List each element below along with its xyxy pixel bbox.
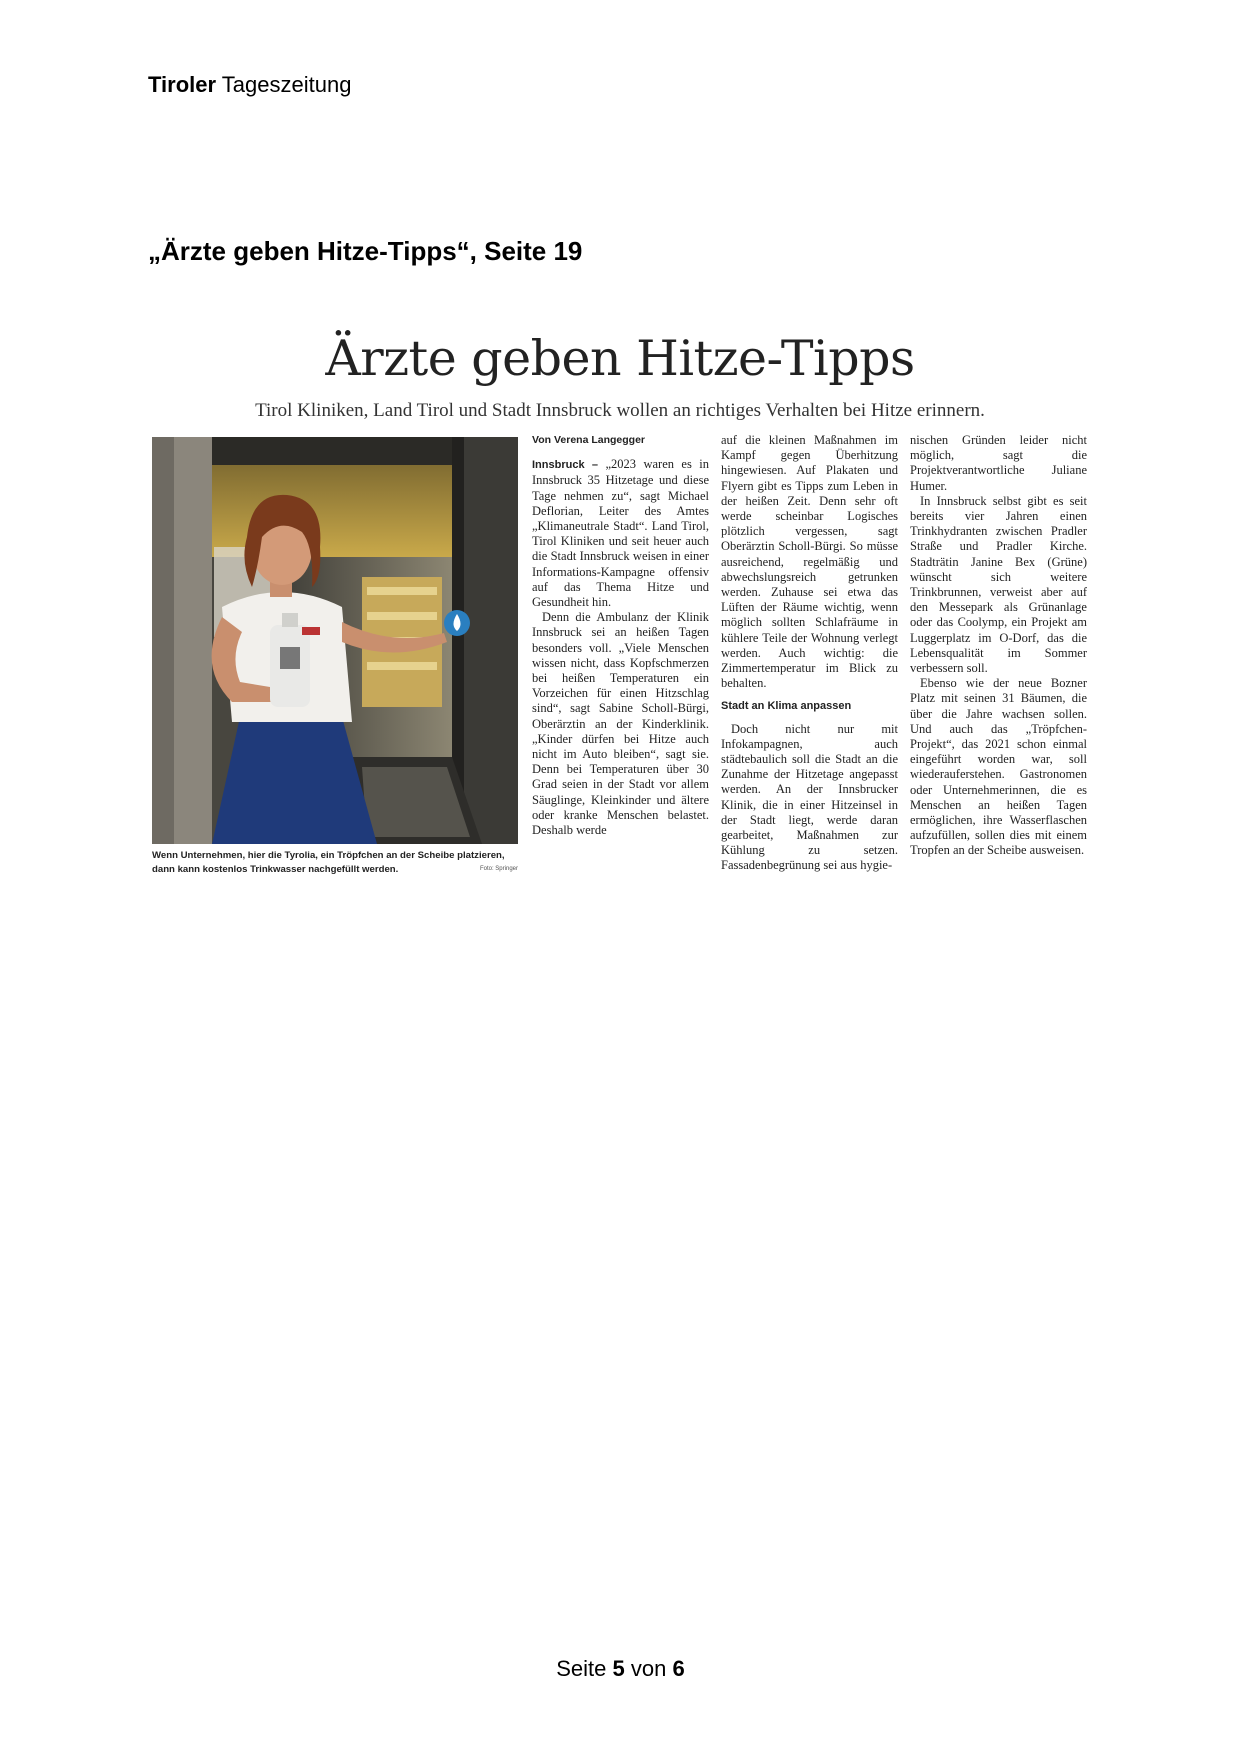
caption-text: Wenn Unternehmen, hier die Tyrolia, ein Tröpfchen an der Scheibe platzieren, dann kann kostenlos Trinkwasser nachgefüllt werden. — [152, 850, 505, 875]
paragraph: In Innsbruck selbst gibt es seit bereits vier Jahren einen Trinkhydranten zwischen Pradler Straße und Pradler Kirche. Stadträtin Janine Bex (Grüne) wünscht sich weitere Trinkbrunnen, verweist aber auf den Messepark als Grünanlage oder das Coolymp, ein Projekt am Luggerplatz im O-Dorf, das die Lebensqualität im Sommer verbessern soll. — [910, 493, 1087, 676]
footer-separator: von — [630, 1656, 667, 1681]
byline: Von Verena Langegger — [532, 434, 646, 446]
current-page-number: 5 — [612, 1656, 625, 1681]
page-footer — [0, 1656, 1241, 1682]
footer-prefix: Seite — [556, 1656, 607, 1681]
article-subline: Tirol Kliniken, Land Tirol und Stadt Innsbruck wollen an richtiges Verhalten bei Hitze erinnern. — [255, 400, 985, 421]
paragraph-text: „2023 waren es in Innsbruck 35 Hitzetage und diese Tage nehmen zu“, sagt Michael Deflorian, Leiter des Amtes „Klimaneutrale Stadt“. Land Tirol, Tirol Kliniken und seit heuer auch die Stadt Innsbruck weisen in einer Informations-Kampagne offensiv auf das Thema Hitze und Gesundheit hin. — [532, 457, 709, 610]
paragraph: auf die kleinen Maßnahmen im Kampf gegen Überhitzung hingewiesen. Auf Plakaten und Flyern gibt es Tipps zum Leben in der heißen Zeit. Denn sehr oft werde scheinbar Logisches plötzlich vergessen, sagt Oberärztin Scholl-Bürgi. So müsse ausreichend, regelmäßig und abwechslungsreich getrunken werden. Zuhause sei etwa das Lüften der Räume wichtig, wenn möglich sollten Schlafräume in kühlere Teile der Wohnung verlegt werden. Auch wichtig: die Zimmertemperatur im Blick zu behalten. — [721, 433, 898, 691]
brand-rest: Tageszeitung — [221, 72, 352, 97]
clipping-title: „Ärzte geben Hitze-Tipps“, Seite 19 — [148, 236, 583, 266]
paragraph: Ebenso wie der neue Bozner Platz mit seinen 31 Bäumen, die über die Jahre wachsen sollen. Und auch das „Tröpfchen-Projekt“, das 2021 schon einmal eingeführt worden war, soll wiederauferstehen. Gastronomen oder Unternehmerinnen, die es Menschen an heißen Tagen ermöglichen, ihre Wasserflaschen aufzufüllen, sollen dies mit einem Tropfen an der Scheibe ausweisen. — [910, 676, 1087, 858]
article-photo — [152, 437, 518, 844]
newspaper-clipping — [150, 330, 1090, 878]
article-column-3 — [910, 433, 1087, 878]
subheading: Stadt an Klima anpassen — [721, 700, 852, 713]
article-headline: Ärzte geben Hitze-Tipps — [325, 330, 915, 387]
paragraph: Denn die Ambulanz der Klinik Innsbruck sei an heißen Tagen besonders voll. „Viele Menschen wissen nicht, dass Kopfschmerzen bei heißen Temperaturen ein Vorzeichen für einen Hitzschlag sind“, sagt Sabine Scholl-Bürgi, Oberärztin an der Kinderklinik. „Kinder dürfen bei Hitze auch nicht im Auto bleiben“, sagt sie. Denn bei Temperaturen über 30 Grad seien in der Stadt vor allem Säuglinge, Kleinkinder und ältere oder kranke Menschen belastet. Deshalb werde — [532, 610, 709, 838]
article-column-1 — [532, 433, 709, 878]
paragraph — [532, 457, 709, 610]
paragraph: Doch nicht nur mit Infokampagnen, auch städtebaulich soll die Stadt an die Zunahme der Hitzetage angepasst werden. An der Innsbrucker Klinik, die in einer Hitzeinsel in der Stadt liegt, werde daran gearbeitet, Maßnahmen zur Kühlung zu setzen. Fassadenbegrünung sei aus hygie- — [721, 721, 898, 873]
article-column-2 — [721, 433, 898, 878]
paragraph: nischen Gründen leider nicht möglich, sagt die Projektverantwortliche Juliane Humer. — [910, 433, 1087, 493]
photo-caption — [152, 849, 518, 877]
dateline: Innsbruck – — [532, 459, 599, 472]
photo-credit: Foto: Springer — [479, 866, 518, 872]
total-page-count: 6 — [672, 1656, 685, 1681]
brand-bold: Tiroler — [148, 72, 217, 97]
publication-name — [148, 72, 351, 98]
